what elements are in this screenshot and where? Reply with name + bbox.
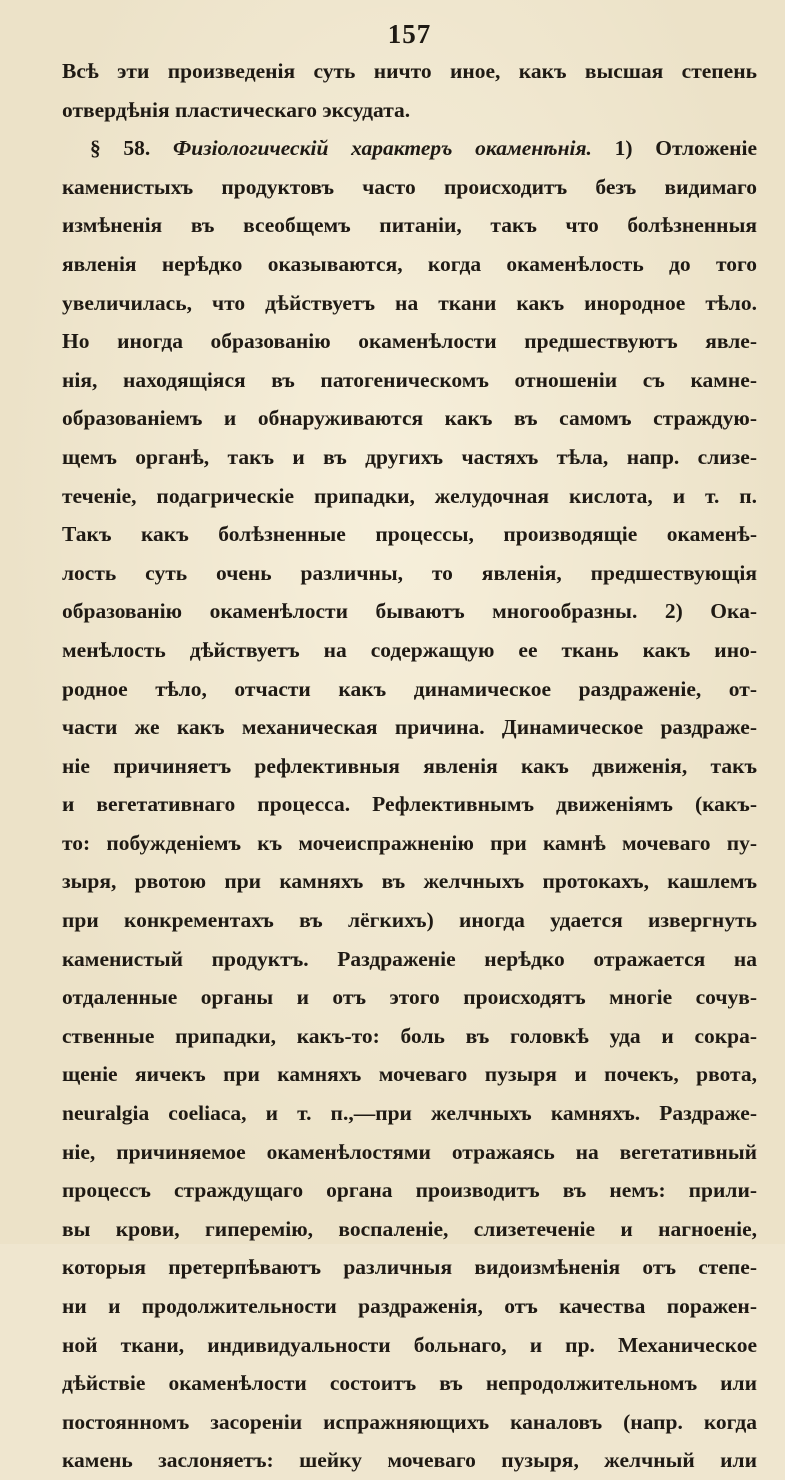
text-line: каменистый продуктъ. Раздраженіе нерѣдко отражается на bbox=[62, 946, 757, 971]
text-line: щемъ органѣ, такъ и въ другихъ частяхъ тѣла, напр. слизе- bbox=[62, 444, 757, 469]
text-line: ніе причиняетъ рефлективныя явленія какъ движенія, такъ bbox=[62, 753, 757, 778]
text-line: лость суть очень различны, то явленія, предшествующія bbox=[62, 560, 757, 585]
text-line: явленія нерѣдко оказываются, когда окаменѣлость до того bbox=[62, 251, 757, 276]
body-text bbox=[62, 52, 757, 1480]
text-line: менѣлость дѣйствуетъ на содержащую ее ткань какъ ино- bbox=[62, 637, 757, 662]
text-line: отвердѣнія пластическаго эксудата. bbox=[62, 97, 411, 122]
text-line: Но иногда образованію окаменѣлости предшествуютъ явле- bbox=[62, 329, 757, 354]
text-line: то: побужденіемъ къ мочеиспражненію при камнѣ мочеваго пу- bbox=[62, 830, 757, 855]
text-line: процессъ страждущаго органа производитъ въ немъ: прили- bbox=[62, 1178, 757, 1203]
text-line: ственные припадки, какъ-то: боль въ головкѣ уда и сокра- bbox=[62, 1023, 757, 1048]
text-line: вы крови, гиперемію, воспаленіе, слизетеченіе и нагноеніе, bbox=[62, 1216, 757, 1241]
section-title: Физіологическій характеръ окаменѣнія. bbox=[173, 136, 592, 161]
text-line: постоянномъ засореніи испражняющихъ каналовъ (напр. когда bbox=[62, 1409, 757, 1434]
text-line: части же какъ механическая причина. Динамическое раздраже- bbox=[62, 715, 757, 740]
text-line: Такъ какъ болѣзненные процессы, производящіе окаменѣ- bbox=[62, 522, 757, 547]
text-line: зыря, рвотою при камняхъ въ желчныхъ протокахъ, кашлемъ bbox=[62, 869, 757, 894]
text-line: ни и продолжительности раздраженія, отъ качества поражен- bbox=[62, 1294, 757, 1318]
text-line: ніе, причиняемое окаменѣлостями отражаясь на вегетативный bbox=[62, 1139, 757, 1164]
text-line: дѣйствіе окаменѣлости состоитъ въ непродолжительномъ или bbox=[62, 1371, 757, 1396]
text-line: камень заслоняетъ: шейку мочеваго пузыря, желчный или bbox=[62, 1448, 757, 1473]
text-line: при конкрементахъ въ лёгкихъ) иногда удается извергнуть bbox=[62, 908, 757, 933]
text-line: ной ткани, индивидуальности больнаго, и пр. Механическое bbox=[62, 1332, 757, 1357]
section-heading-line bbox=[62, 129, 757, 168]
text-line: родное тѣло, отчасти какъ динамическое раздраженіе, от- bbox=[62, 676, 757, 701]
text-line: neuralgia coeliaca, и т. п.,—при желчныхъ камняхъ. Раздраже- bbox=[62, 1101, 757, 1126]
section-continuation: 1) Отложеніе bbox=[614, 136, 757, 161]
section-number: § 58. bbox=[90, 136, 151, 161]
text-line: теченіе, подагрическіе припадки, желудочная кислота, и т. п. bbox=[62, 483, 757, 508]
text-line: образованіемъ и обнаруживаются какъ въ самомъ страждую- bbox=[62, 406, 757, 431]
text-line: щеніе яичекъ при камняхъ мочеваго пузыря и почекъ, рвота, bbox=[62, 1062, 757, 1087]
text-line: нія, находящіяся въ патогеническомъ отношеніи съ камне- bbox=[62, 367, 757, 392]
text-line: каменистыхъ продуктовъ часто происходитъ безъ видимаго bbox=[62, 174, 757, 199]
text-line: которыя претерпѣваютъ различныя видоизмѣненія отъ степе- bbox=[62, 1255, 757, 1280]
text-line: увеличилась, что дѣйствуетъ на ткани какъ инородное тѣло. bbox=[62, 290, 757, 315]
text-line: отдаленные органы и отъ этого происходятъ многіе сочув- bbox=[62, 985, 757, 1010]
text-line: измѣненія въ всеобщемъ питаніи, такъ что болѣзненныя bbox=[62, 213, 757, 238]
text-line: и вегетативнаго процесса. Рефлективнымъ движеніямъ (какъ- bbox=[62, 792, 757, 817]
text-line: Всѣ эти произведенія суть ничто иное, какъ высшая степень bbox=[62, 59, 757, 83]
page-number: 157 bbox=[387, 19, 432, 49]
text-line: образованію окаменѣлости бываютъ многообразны. 2) Ока- bbox=[62, 599, 757, 624]
